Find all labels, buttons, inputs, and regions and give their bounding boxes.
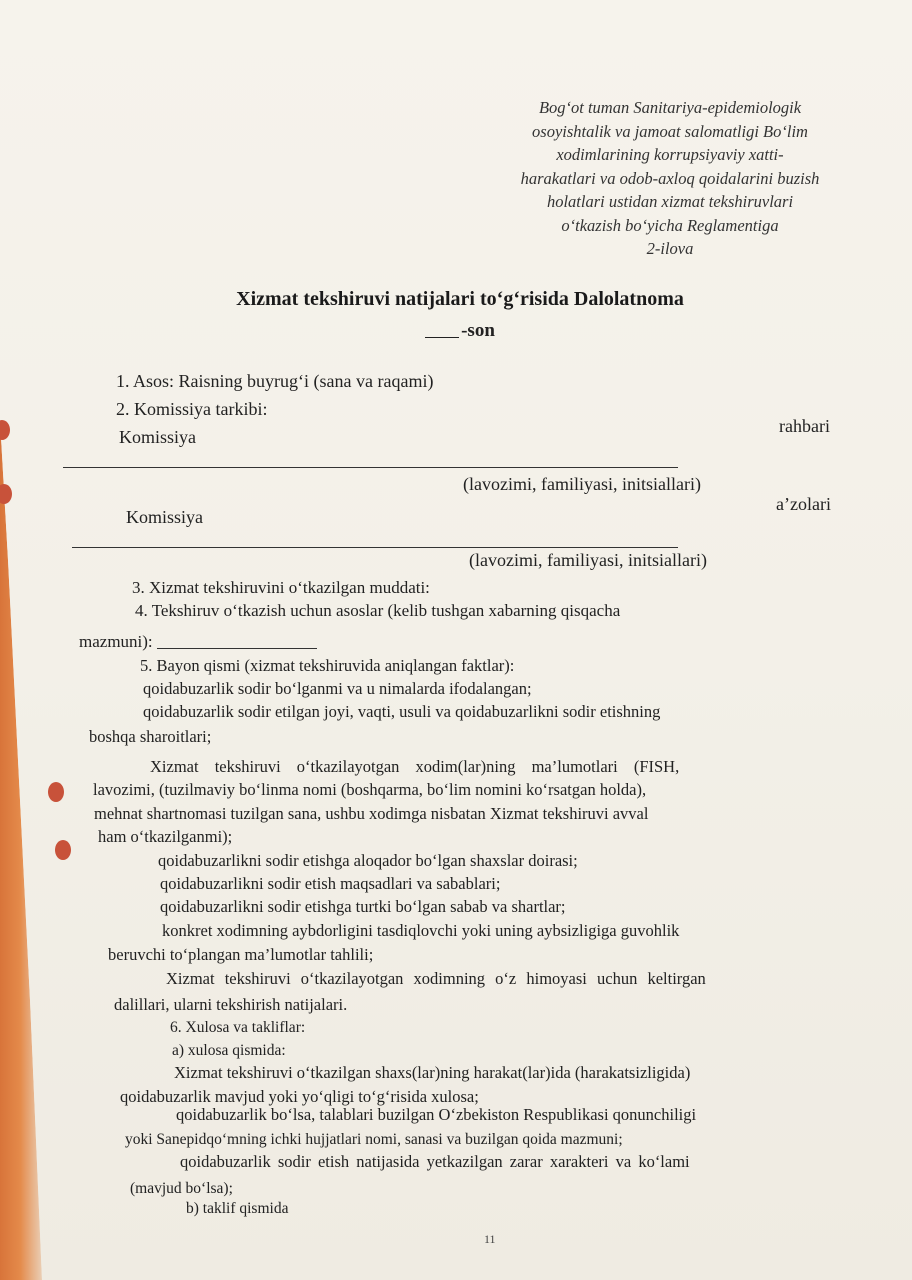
item-4-line: [135, 601, 846, 621]
paragraph: qoidabuzarlik mavjud yoki yo‘qligi to‘g‘risida xulosa;: [120, 1087, 479, 1106]
page-number: 11: [484, 1232, 496, 1246]
appendix-header: [470, 96, 870, 261]
signature-line: [63, 467, 678, 468]
item-4-continuation: [79, 632, 317, 652]
paragraph: qoidabuzarlik sodir etilgan joyi, vaqti, usuli va qoidabuzarlikni sodir etishning: [143, 702, 661, 721]
header-line: xodimlarining korrupsiyaviy xatti-: [556, 145, 784, 164]
item-6a: a) xulosa qismida:: [172, 1042, 286, 1059]
paragraph: boshqa sharoitlari;: [89, 727, 212, 746]
commission-role-members: a’zolari: [776, 494, 831, 514]
document-number: [150, 320, 770, 342]
punch-hole: [55, 840, 71, 860]
paragraph: qoidabuzarlikni sodir etishga aloqador bo‘lgan shaxslar doirasi;: [158, 851, 578, 870]
item-6: 6. Xulosa va takliflar:: [170, 1019, 306, 1036]
paragraph: yoki Sanepidqo‘mning ichki hujjatlari nomi, sanasi va buzilgan qoida mazmuni;: [125, 1131, 623, 1148]
paragraph: dalillari, ularni tekshirish natijalari.: [114, 995, 348, 1014]
item-5: 5. Bayon qismi (xizmat tekshiruvida aniqlangan faktlar):: [140, 656, 515, 675]
header-line: 2-ilova: [646, 239, 694, 258]
item-6b: b) taklif qismida: [186, 1200, 289, 1217]
paragraph: qoidabuzarlik sodir etish natijasida yetkazilgan zarar xarakteri va ko‘lami: [180, 1152, 690, 1171]
item-1: 1. Asos: Raisning buyrug‘i (sana va raqami): [116, 371, 434, 391]
header-line: o‘tkazish bo‘yicha Reglamentiga: [561, 215, 779, 235]
punch-hole: [48, 782, 64, 802]
item-3: 3. Xizmat tekshiruvini o‘tkazilgan muddati:: [132, 578, 430, 597]
commission-label: Komissiya: [126, 507, 204, 527]
paragraph: konkret xodimning aybdorligini tasdiqlovchi yoki uning aybsizligiga guvohlik: [162, 921, 680, 940]
commission-role-head: rahbari: [779, 416, 830, 436]
paragraph: beruvchi to‘plangan ma’lumotlar tahlili;: [108, 945, 374, 964]
header-line: osoyishtalik va jamoat salomatligi Bo‘lim: [532, 121, 808, 141]
number-suffix: -son: [461, 320, 495, 341]
paragraph: (mavjud bo‘lsa);: [130, 1180, 233, 1197]
paragraph: qoidabuzarlikni sodir etishga turtki bo‘lgan sabab va shartlar;: [160, 897, 566, 916]
field-caption: (lavozimi, familiyasi, initsiallari): [463, 474, 701, 494]
paragraph: qoidabuzarlik bo‘lsa, talablari buzilgan O‘zbekiston Respublikasi qonunchiligi: [176, 1105, 697, 1124]
item-4-text: 4. Tekshiruv o‘tkazish uchun asoslar (kelib tushgan xabarning qisqacha: [135, 601, 621, 620]
document-title: Xizmat tekshiruvi natijalari to‘g‘risida Dalolatnoma: [236, 288, 684, 310]
field-caption: (lavozimi, familiyasi, initsiallari): [469, 550, 707, 570]
header-line: harakatlari va odob-axloq qoidalarini buzish: [520, 168, 820, 188]
header-line: holatlari ustidan xizmat tekshiruvlari: [546, 192, 794, 211]
signature-line: [72, 547, 678, 548]
paragraph: qoidabuzarlikni sodir etish maqsadlari va sabablari;: [160, 874, 501, 893]
paragraph: ham o‘tkazilganmi);: [98, 827, 233, 846]
number-blank: [425, 337, 459, 338]
paragraph: Xizmat tekshiruvi o‘tkazilgan shaxs(lar)ning harakat(lar)ida (harakatsizligida): [174, 1063, 691, 1082]
answer-blank: [157, 648, 317, 649]
paragraph: lavozimi, (tuzilmaviy bo‘linma nomi (boshqarma, bo‘lim nomini ko‘rsatgan holda),: [93, 780, 647, 799]
paragraph: qoidabuzarlik sodir bo‘lganmi va u nimalarda ifodalangan;: [143, 679, 532, 698]
item-4-text: mazmuni):: [79, 632, 153, 651]
paragraph: Xizmat tekshiruvi o‘tkazilayotgan xodim(lar)ning ma’lumotlari (FISH,: [150, 757, 680, 776]
commission-label: Komissiya: [119, 427, 197, 447]
paragraph: mehnat shartnomasi tuzilgan sana, ushbu xodimga nisbatan Xizmat tekshiruvi avval: [94, 804, 649, 823]
item-2: 2. Komissiya tarkibi:: [116, 399, 268, 419]
header-line: Bog‘ot tuman Sanitariya-epidemiologik: [538, 98, 802, 117]
paragraph: Xizmat tekshiruvi o‘tkazilayotgan xodimning o‘z himoyasi uchun keltirgan: [166, 969, 706, 988]
